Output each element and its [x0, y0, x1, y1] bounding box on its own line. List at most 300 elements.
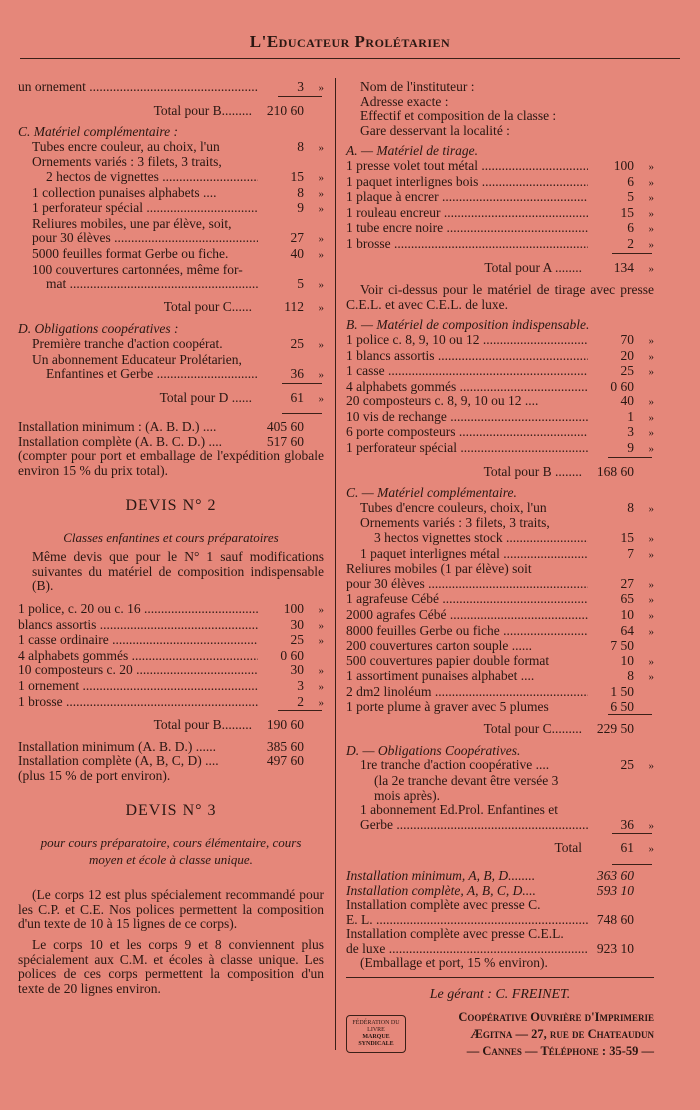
- item-unit: »: [648, 594, 654, 607]
- item-amount: 15: [620, 530, 634, 546]
- item-amount: 497 60: [266, 753, 304, 769]
- item-amount: 36: [290, 366, 304, 382]
- item-row: [18, 155, 324, 170]
- item-row: [18, 231, 324, 247]
- item-unit: »: [648, 610, 654, 622]
- sum-rule: [278, 96, 322, 97]
- item-unit: »: [648, 819, 654, 832]
- item-unit: »: [648, 760, 654, 773]
- section-c-list: [346, 501, 654, 714]
- item-unit: »: [318, 392, 324, 405]
- item-amount: 8: [297, 184, 304, 200]
- item-unit: »: [318, 187, 324, 200]
- item-unit: »: [318, 369, 324, 382]
- section-d-list: [346, 758, 654, 833]
- devis2-intro: Même devis que pour le N° 1 sauf modifications suivantes du matériel de composition indispensable (B).: [32, 549, 324, 594]
- item-row: [18, 633, 324, 649]
- item-amount: 6: [627, 173, 634, 189]
- item-unit: »: [648, 427, 654, 440]
- item-label: Tubes encre couleur, au choix, l'un: [32, 139, 220, 154]
- item-label: 10 composteurs c. 20 .....: [18, 663, 258, 678]
- item-amount: 40: [620, 393, 634, 409]
- item-amount: 2: [627, 235, 634, 251]
- cooperative-address: [406, 1009, 654, 1060]
- item-label: pour 30 élèves .....: [346, 577, 588, 592]
- section-d-heading: D. — Obligations Coopératives.: [346, 742, 521, 758]
- item-amount: 27: [620, 575, 634, 591]
- section-a-heading: A. — Matériel de tirage.: [346, 143, 478, 159]
- item-label: Gerbe .....: [360, 818, 588, 833]
- item-amount: 1 50: [610, 683, 634, 699]
- total-a: [346, 261, 654, 277]
- item-label: 1 brosse .....: [346, 237, 588, 252]
- item-amount: 25: [620, 757, 634, 773]
- item-amount: 25: [290, 632, 304, 648]
- item-amount: 405 60: [266, 419, 304, 435]
- item-label: 200 couvertures carton souple ......: [346, 639, 532, 654]
- item-label: 2000 agrafes Cébé .....: [346, 608, 588, 623]
- item-row: [346, 884, 654, 899]
- item-label: 1 abonnement Ed.Prol. Enfantines et: [360, 803, 558, 818]
- install-note: (Emballage et port, 15 % environ).: [360, 955, 548, 971]
- item-unit: »: [318, 696, 324, 709]
- item-row: [346, 501, 654, 517]
- item-label: 1 casse ordinaire .....: [18, 633, 258, 648]
- item-unit: »: [648, 334, 654, 347]
- item-label: Total pour B.........: [153, 103, 252, 118]
- item-amount: 61: [290, 389, 304, 405]
- item-row: [346, 898, 654, 913]
- section-a-note: Voir ci-dessus pour le matériel de tirage avec presse C.E.L. et avec C.E.L. de luxe.: [346, 282, 654, 312]
- total-row: [346, 722, 654, 737]
- item-label: 1 presse volet tout métal .....: [346, 159, 588, 174]
- item-label: un ornement .....: [18, 80, 258, 95]
- item-label: Ornements variés : 3 filets, 3 traits,: [32, 155, 222, 170]
- item-label: 2 hectos de vignettes .....: [46, 170, 258, 185]
- item-label: Total: [554, 841, 582, 856]
- text-line: Adresse exacte :: [360, 93, 449, 109]
- item-amount: 8: [627, 499, 634, 515]
- item-label: 1 ornement .....: [18, 679, 258, 694]
- item-row: [18, 663, 324, 679]
- item-row: [346, 425, 654, 441]
- item-label: 1 tube encre noire .....: [346, 221, 588, 236]
- item-label: Total pour D ......: [159, 390, 252, 405]
- item-amount: 15: [620, 204, 634, 220]
- item-label: 4 alphabets gommés .....: [18, 649, 258, 664]
- item-label: 1 casse .....: [346, 364, 588, 379]
- item-unit: »: [318, 338, 324, 351]
- item-label: 8000 feuilles Gerbe ou fiche .....: [346, 624, 588, 639]
- item-label: 20 composteurs c. 8, 9, 10 ou 12 ....: [346, 394, 539, 409]
- total-row: [18, 104, 324, 119]
- item-unit: »: [648, 411, 654, 424]
- item-row: [346, 913, 654, 928]
- item-label: Première tranche d'action coopérat.: [32, 336, 223, 351]
- item-label: de luxe .....: [346, 942, 588, 957]
- section-c-heading: C. Matériel complémentaire :: [18, 124, 178, 140]
- item-row: [18, 217, 324, 232]
- sum-rule: [612, 833, 652, 834]
- item-label: Reliures mobiles (1 par élève) soit: [346, 562, 532, 577]
- sum-rule: [282, 413, 322, 414]
- section-d-list: [18, 337, 324, 383]
- text-line: Ægitna — 27, rue de Chateaudun: [470, 1026, 654, 1041]
- item-row: [18, 435, 324, 450]
- item-unit: »: [648, 625, 654, 638]
- item-amount: 3: [297, 79, 304, 94]
- item-row: [346, 654, 654, 670]
- item-amount: 3: [627, 424, 634, 440]
- item-unit: »: [648, 350, 654, 363]
- item-unit: »: [318, 635, 324, 648]
- total-b: [346, 465, 654, 480]
- item-row: [346, 410, 654, 426]
- item-unit: »: [318, 82, 324, 94]
- item-label: mat .....: [46, 277, 258, 292]
- total-row: [18, 391, 324, 407]
- item-row: [18, 740, 324, 755]
- item-label: Total pour A ........: [484, 260, 582, 275]
- section-d-heading: D. Obligations coopératives :: [18, 321, 179, 337]
- item-row: [18, 420, 324, 435]
- item-unit: »: [648, 176, 654, 189]
- item-unit: »: [648, 207, 654, 220]
- item-unit: »: [648, 533, 654, 546]
- item-unit: »: [648, 578, 654, 591]
- item-label: 1 perforateur spécial .....: [346, 441, 588, 456]
- item-amount: 64: [620, 622, 634, 638]
- item-amount: 168 60: [596, 463, 634, 479]
- item-unit: »: [648, 655, 654, 668]
- install1-list: [18, 420, 324, 449]
- item-label: 1 paquet interlignes métal .....: [360, 547, 588, 562]
- item-row: [346, 789, 654, 804]
- devis2-list: [18, 602, 324, 710]
- item-label: E. L. .....: [346, 913, 588, 928]
- item-amount: 2: [297, 693, 304, 709]
- item-label: 5000 feuilles format Gerbe ou fiche.: [32, 246, 229, 261]
- item-label: 1 agrafeuse Cébé .....: [346, 592, 588, 607]
- total-c1: [18, 300, 324, 316]
- devis3-paragraph-1: (Le corps 12 est plus spécialement recommandé pour les C.P. et C.E. Nos polices permettent la composition d'un texte de 10 à 15 lignes de ce corps).: [18, 887, 324, 932]
- item-amount: 517 60: [266, 433, 304, 449]
- text-line: Coopérative Ouvrière d'Imprimerie: [458, 1009, 654, 1024]
- total-c: [346, 722, 654, 737]
- item-label: 1 brosse .....: [18, 695, 258, 710]
- item-row: [18, 263, 324, 278]
- sum-rule: [608, 457, 652, 458]
- item-label: blancs assortis .....: [18, 618, 258, 633]
- item-amount: 30: [290, 662, 304, 678]
- item-row: [346, 547, 654, 563]
- item-row: [346, 394, 654, 410]
- item-label: 1 paquet interlignes bois .....: [346, 175, 588, 190]
- item-amount: 6 50: [610, 698, 634, 714]
- item-label: 1 police c. 8, 9, 10 ou 12 .....: [346, 333, 588, 348]
- item-amount: 923 10: [596, 940, 634, 956]
- right-column: [346, 80, 654, 1060]
- item-row: [18, 80, 324, 96]
- item-unit: »: [318, 279, 324, 292]
- item-unit: »: [648, 160, 654, 173]
- item-row: [346, 608, 654, 624]
- item-amount: 36: [620, 816, 634, 832]
- item-row: [346, 869, 654, 884]
- sum-rule: [278, 710, 322, 711]
- item-row: [346, 592, 654, 608]
- column-divider: [335, 78, 336, 1050]
- item-row: [346, 758, 654, 774]
- item-amount: 10: [620, 652, 634, 668]
- item-row: [18, 649, 324, 664]
- total-row: [346, 261, 654, 277]
- item-row: [346, 175, 654, 191]
- total-d1: [18, 391, 324, 407]
- item-amount: 190 60: [266, 717, 304, 733]
- item-row: [346, 159, 654, 175]
- item-label: mois après).: [374, 788, 440, 803]
- stamp-mid-text: MARQUE SYNDICALE: [358, 1033, 394, 1047]
- item-amount: 15: [290, 168, 304, 184]
- item-label: 500 couvertures papier double format: [346, 653, 550, 668]
- item-amount: 30: [290, 616, 304, 632]
- item-unit: »: [318, 248, 324, 261]
- item-row: [346, 562, 654, 577]
- gerant-signature: Le gérant : C. FREINET.: [429, 987, 571, 1003]
- item-label: Total pour C......: [163, 299, 252, 314]
- item-unit: »: [648, 366, 654, 379]
- devis2-title: DEVIS N° 2: [125, 496, 217, 514]
- item-row: [18, 277, 324, 293]
- item-amount: 385 60: [266, 738, 304, 754]
- item-unit: »: [648, 192, 654, 205]
- item-amount: 112: [284, 298, 304, 314]
- item-amount: 100: [283, 601, 304, 617]
- section-b-heading: B. — Matériel de composition indispensable.: [346, 317, 590, 333]
- item-amount: 61: [620, 840, 634, 856]
- item-label: Total pour B.........: [153, 718, 252, 733]
- item-label: 1 assortiment punaises alphabet ....: [346, 669, 535, 684]
- item-amount: 1: [627, 408, 634, 424]
- item-amount: 748 60: [596, 911, 634, 927]
- item-amount: 229 50: [596, 721, 634, 737]
- item-unit: »: [648, 262, 654, 275]
- item-row: [346, 700, 654, 715]
- section-c-heading: C. — Matériel complémentaire.: [346, 485, 517, 501]
- item-row: [18, 602, 324, 618]
- item-unit: »: [318, 604, 324, 617]
- item-label: Installation complète (A. B. C. D.) ....: [18, 434, 222, 449]
- item-label: 100 couvertures cartonnées, même for-: [32, 262, 243, 277]
- item-unit: »: [648, 443, 654, 456]
- item-row: [346, 942, 654, 957]
- item-label: 1 rouleau encreur .....: [346, 206, 588, 221]
- item-label: Installation complète avec presse C.: [346, 898, 541, 913]
- item-unit: »: [318, 665, 324, 678]
- item-amount: 100: [613, 157, 634, 173]
- item-label: 3 hectos vignettes stock .....: [374, 531, 588, 546]
- item-amount: 8: [627, 668, 634, 684]
- item-row: [18, 337, 324, 353]
- item-row: [346, 624, 654, 640]
- item-row: [346, 516, 654, 531]
- item-label: Installation minimum (A. B. D.) ......: [18, 739, 216, 754]
- item-label: (la 2e tranche devant être versée 3: [374, 773, 559, 788]
- total-row: [346, 465, 654, 480]
- item-label: Installation minimum : (A. B. D.) ....: [18, 420, 217, 435]
- item-label: Installation complète avec presse C.E.L.: [346, 927, 564, 942]
- item-label: 6 porte composteurs .....: [346, 425, 588, 440]
- item-label: 1 porte plume à graver avec 5 plumes: [346, 699, 549, 714]
- item-amount: 0 60: [610, 378, 634, 394]
- item-amount: 5: [627, 189, 634, 205]
- item-label: Installation complète (A, B, C, D) ....: [18, 754, 219, 769]
- item-row: [18, 247, 324, 263]
- item-amount: 7 50: [610, 638, 634, 654]
- item-amount: 9: [627, 440, 634, 456]
- left-column: [18, 80, 324, 996]
- item-label: pour 30 élèves .....: [32, 231, 258, 246]
- item-row: [346, 349, 654, 365]
- item-row: [18, 353, 324, 368]
- install-list: [346, 869, 654, 957]
- sum-rule: [612, 253, 652, 254]
- text-line: — Cannes — Téléphone : 35-59 —: [466, 1043, 654, 1058]
- item-label: Reliures mobiles, une par élève, soit,: [32, 216, 232, 231]
- item-amount: 7: [627, 545, 634, 561]
- devis1-tail: [18, 80, 324, 96]
- item-row: [346, 927, 654, 942]
- item-label: 10 vis de rechange .....: [346, 410, 588, 425]
- item-amount: 363 60: [596, 867, 634, 883]
- item-row: [346, 190, 654, 206]
- item-row: [346, 577, 654, 593]
- item-amount: 27: [290, 230, 304, 246]
- item-amount: 593 10: [596, 882, 634, 898]
- item-unit: »: [648, 223, 654, 236]
- item-label: Total pour C.........: [483, 722, 582, 737]
- item-label: 1re tranche d'action coopérative ....: [360, 758, 550, 773]
- item-amount: 20: [620, 347, 634, 363]
- item-unit: »: [648, 548, 654, 561]
- item-label: 1 blancs assortis .....: [346, 349, 588, 364]
- item-amount: 65: [620, 591, 634, 607]
- school-info: [346, 80, 654, 138]
- total-row: [18, 718, 324, 733]
- item-unit: »: [648, 843, 654, 856]
- item-unit: »: [318, 619, 324, 632]
- item-row: [18, 186, 324, 202]
- item-row: [346, 531, 654, 547]
- item-label: Tubes d'encre couleurs, choix, l'un: [360, 500, 547, 515]
- item-row: [18, 695, 324, 711]
- item-amount: 9: [297, 200, 304, 216]
- item-amount: 210 60: [266, 102, 304, 118]
- item-unit: »: [648, 238, 654, 251]
- item-unit: »: [318, 171, 324, 184]
- total-row: [18, 300, 324, 316]
- item-amount: 70: [620, 331, 634, 347]
- sum-rule: [608, 714, 652, 715]
- item-row: [346, 669, 654, 685]
- journal-title: L'Educateur Prolétarien: [249, 32, 451, 51]
- item-row: [346, 803, 654, 818]
- total-row: [346, 841, 654, 857]
- item-amount: 10: [620, 607, 634, 622]
- item-amount: 25: [620, 363, 634, 379]
- item-amount: 134: [613, 259, 634, 275]
- item-row: [346, 441, 654, 457]
- item-label: Un abonnement Educateur Prolétarien,: [32, 352, 242, 367]
- item-label: Enfantines et Gerbe .....: [46, 367, 258, 382]
- item-row: [18, 754, 324, 769]
- item-row: [346, 685, 654, 700]
- devis2-subtitle: Classes enfantines et cours préparatoires: [63, 530, 279, 546]
- item-row: [18, 140, 324, 156]
- item-label: Installation complète, A, B, C, D....: [346, 883, 536, 898]
- install1-note: (compter pour port et emballage de l'expédition globale environ 15 % du prix total).: [18, 448, 324, 479]
- section-a-list: [346, 159, 654, 253]
- item-row: [346, 364, 654, 380]
- item-label: 1 perforateur spécial .....: [32, 201, 258, 216]
- install2-list: [18, 740, 324, 769]
- page-header: [20, 26, 680, 59]
- item-row: [18, 618, 324, 634]
- devis3-paragraph-2: Le corps 10 et les corps 9 et 8 conviennent plus spécialement aux C.M. et écoles à classe unique. Les polices de ces corps permettent la composition d'un texte de 20 lignes environ.: [18, 936, 324, 996]
- item-unit: »: [648, 671, 654, 684]
- text-line: Effectif et composition de la classe :: [360, 108, 557, 124]
- item-amount: 40: [290, 245, 304, 261]
- item-unit: »: [318, 233, 324, 246]
- text-line: Gare desservant la localité :: [360, 122, 510, 138]
- item-row: [18, 201, 324, 217]
- devis3-subtitle: pour cours préparatoire, cours élémentaire, cours moyen et école à classe unique.: [40, 835, 302, 868]
- item-row: [346, 221, 654, 237]
- item-row: [346, 380, 654, 395]
- item-label: Installation minimum, A, B, D........: [346, 868, 536, 883]
- item-row: [18, 367, 324, 383]
- sum-rule: [282, 383, 322, 384]
- item-row: [346, 206, 654, 222]
- item-label: Ornements variés : 3 filets, 3 traits,: [360, 516, 550, 531]
- item-amount: 0 60: [280, 647, 304, 663]
- total-b1: [18, 104, 324, 119]
- text-line: Nom de l'instituteur :: [360, 79, 475, 94]
- item-row: [346, 333, 654, 349]
- item-row: [346, 237, 654, 253]
- devis3-title: DEVIS N° 3: [125, 801, 217, 819]
- item-unit: »: [648, 502, 654, 515]
- item-unit: »: [318, 681, 324, 693]
- item-row: [18, 679, 324, 695]
- item-unit: »: [318, 203, 324, 216]
- item-label: 4 alphabets gommés .....: [346, 380, 588, 395]
- section-c-list: [18, 140, 324, 293]
- item-row: [346, 774, 654, 789]
- stamp-top-text: FÉDÉRATION DU LIVRE: [352, 1019, 400, 1033]
- sum-rule: [612, 864, 652, 865]
- section-b-list: [346, 333, 654, 457]
- item-amount: 6: [627, 220, 634, 236]
- item-label: 1 plaque à encrer .....: [346, 190, 588, 205]
- item-unit: »: [318, 141, 324, 154]
- total-final: [346, 841, 654, 857]
- item-label: 1 collection punaises alphabets ....: [32, 185, 217, 200]
- item-label: Total pour B ........: [483, 464, 582, 479]
- item-row: [346, 639, 654, 654]
- total-b2: [18, 718, 324, 733]
